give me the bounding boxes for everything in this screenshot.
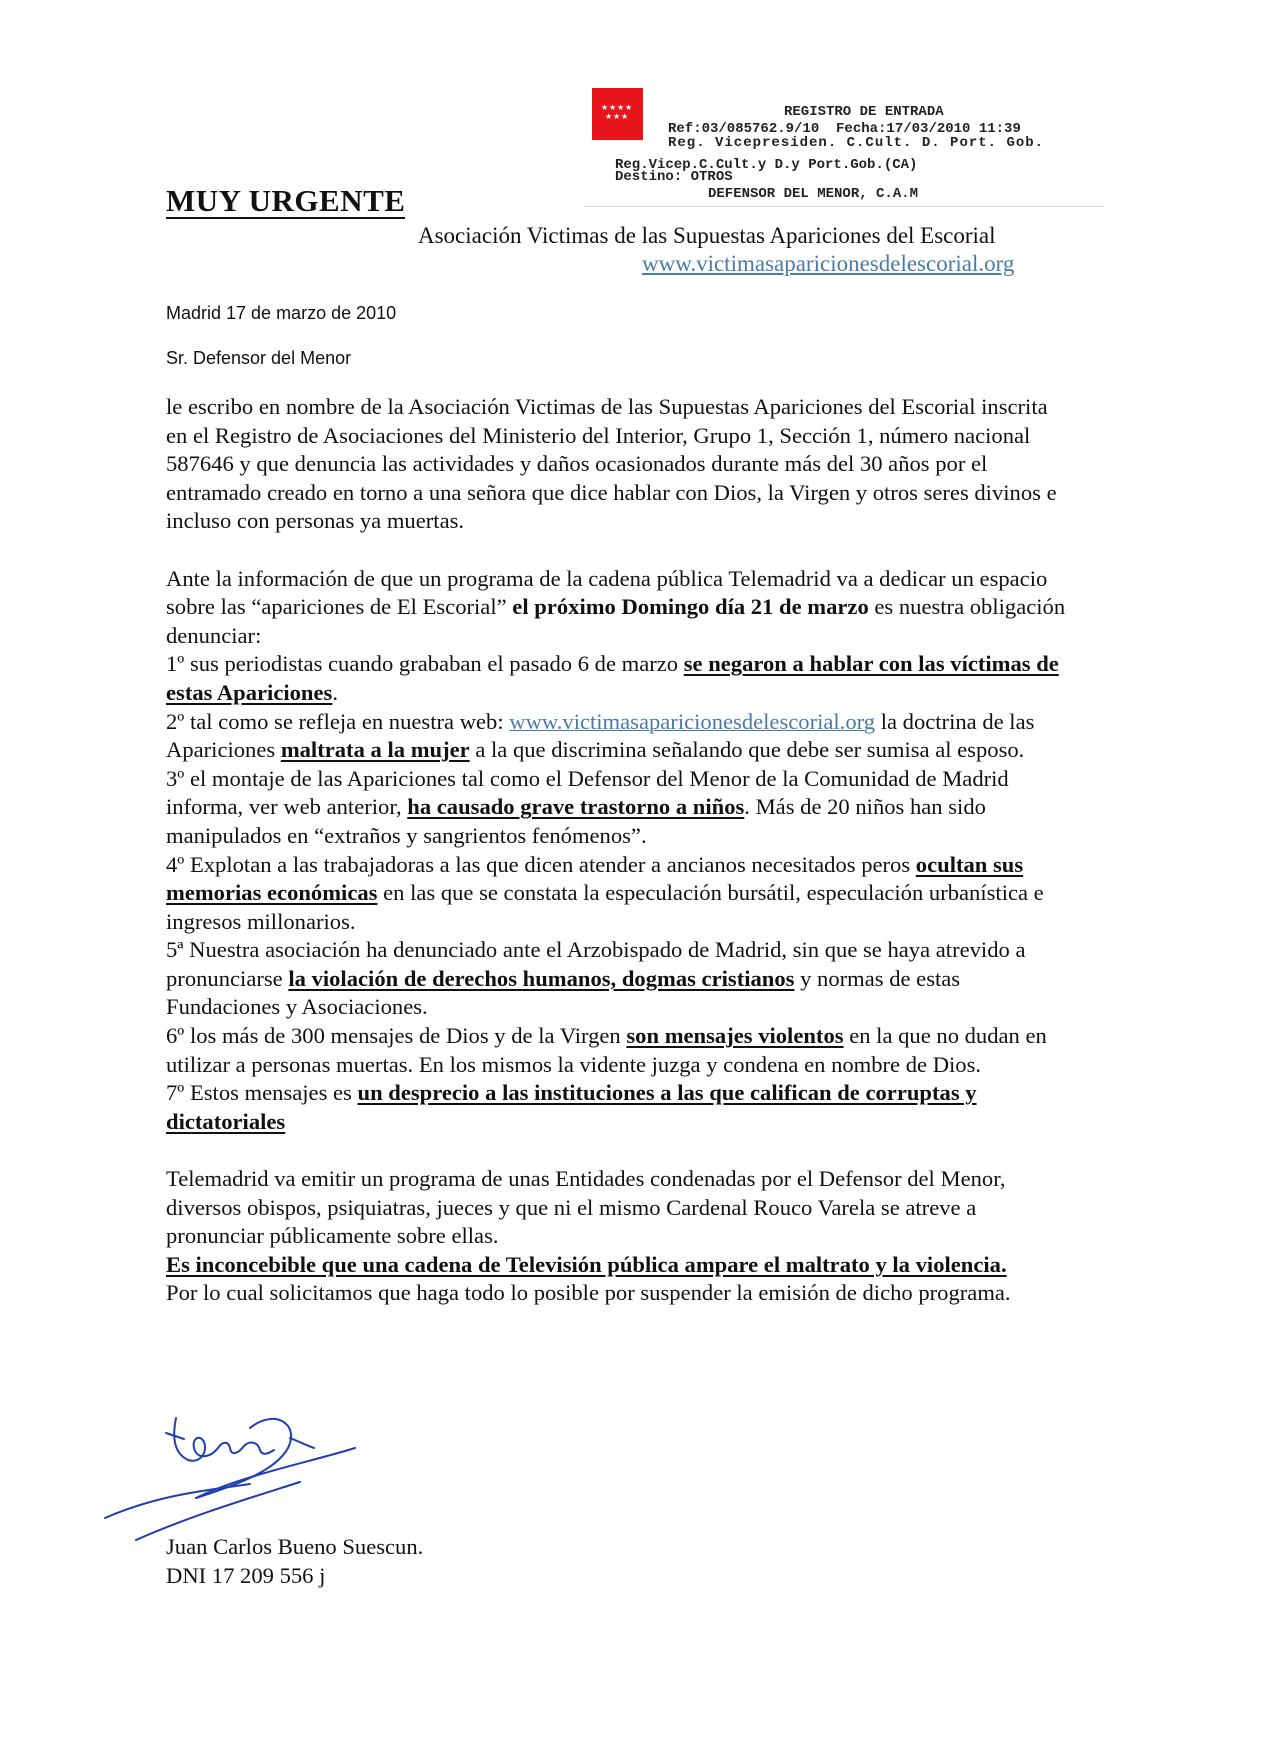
stamp-ref: Ref:03/085762.9/10 Fecha:17/03/2010 11:39 xyxy=(668,121,1021,137)
star-icon: ★ xyxy=(613,112,621,121)
complaint-item-7: 7º Estos mensajes es un desprecio a las instituciones a las que califican de corruptas y dictatoriales xyxy=(166,1080,977,1134)
telemadrid-paragraph: Telemadrid va emitir un programa de unas Entidades condenadas por el Defensor del Menor, diversos obispos, psiquiatras, jueces y que ni el mismo Cardenal Rouco Varela se atreve a pronunciar públicamente sobre ellas. xyxy=(166,1166,1006,1249)
association-name: Asociación Victimas de las Supuestas Apariciones del Escorial xyxy=(418,223,996,248)
letter-date: Madrid 17 de marzo de 2010 xyxy=(166,303,397,323)
star-icon: ★ xyxy=(625,103,633,112)
complaint-item-4: 4º Explotan a las trabajadoras a las que dicen atender a ancianos necesitados peros ocultan sus memorias económicas en las que se constata la especulación bursátil, especulación urbanística e ingresos millonarios. xyxy=(166,851,1044,934)
emphasis-paragraph: Es inconcebible que una cadena de Televisión pública ampare el maltrato y la violencia. xyxy=(166,1251,1007,1277)
urgent-heading: MUY URGENTE xyxy=(166,183,406,218)
complaint-item-6: 6º los más de 300 mensajes de Dios y de la Virgen son mensajes violentos en la que no dudan en utilizar a personas muertas. En los mismos la vidente juzga y condena en nombre de Dios. xyxy=(166,1023,1047,1077)
stamp-reg2: Reg.Vicep.C.Cult.y D.y Port.Gob.(CA) xyxy=(615,157,918,173)
stamp-reg1: Reg. Vicepresiden. C.Cult. D. Port. Gob. xyxy=(668,135,1045,151)
stamp-destinatario: DEFENSOR DEL MENOR, C.A.M xyxy=(708,186,919,202)
star-icon: ★ xyxy=(609,103,617,112)
complaint-item-3: 3º el montaje de las Apariciones tal como el Defensor del Menor de la Comunidad de Madrid informa, ver web anterior, ha causado grave trastorno a niños. Más de 20 niños han sido manipulados en “extraños y sangrientos fenómenos”. xyxy=(166,765,1009,848)
star-icon: ★ xyxy=(621,112,629,121)
request-paragraph: Por lo cual solicitamos que haga todo lo posible por suspender la emisión de dicho programa. xyxy=(166,1280,1011,1306)
stamp-destino: Destino: OTROS xyxy=(615,169,733,185)
community-of-madrid-logo xyxy=(592,88,643,140)
complaint-item-5: 5ª Nuestra asociación ha denunciado ante el Arzobispado de Madrid, sin que se haya atrevido a pronunciarse la violación de derechos humanos, dogmas cristianos y normas de estas Fundaciones y Asociaciones. xyxy=(166,937,1026,1020)
letter-salutation: Sr. Defensor del Menor xyxy=(166,348,352,368)
signer-dni: DNI 17 209 556 j xyxy=(166,1563,326,1588)
stamp-border xyxy=(584,206,1104,207)
letter-body xyxy=(166,393,1066,1308)
complaint-item-1: 1º sus periodistas cuando grababan el pasado 6 de marzo se negaron a hablar con las víctimas de estas Apariciones. xyxy=(166,651,1059,705)
website-link[interactable]: www.victimasaparicionesdelescorial.org xyxy=(509,708,876,734)
handwritten-signature xyxy=(100,1398,380,1548)
complaint-item-2: 2º tal como se refleja en nuestra web: www.victimasaparicionesdelescorial.org la doctrina de las Apariciones maltrata a la mujer a la que discrimina señalando que debe ser sumisa al esposo. xyxy=(166,708,1035,763)
star-icon: ★ xyxy=(605,112,613,121)
stamp-title: REGISTRO DE ENTRADA xyxy=(784,104,944,120)
intro-paragraph: le escribo en nombre de la Asociación Victimas de las Supuestas Apariciones del Escorial inscrita en el Registro de Asociaciones del Ministerio del Interior, Grupo 1, Sección 1, número nacional 587646 y que denuncia las actividades y daños ocasionados durante más del 30 años por el entramado creado en torno a una señora que dice hablar con Dios, la Virgen y otros seres divinos e incluso con personas ya muertas. xyxy=(166,394,1057,534)
association-website-link[interactable]: www.victimasaparicionesdelescorial.org xyxy=(642,251,1015,276)
broadcast-date: el próximo Domingo día 21 de marzo xyxy=(512,594,869,620)
star-icon: ★ xyxy=(617,103,625,112)
star-icon: ★ xyxy=(601,103,609,112)
signer-name: Juan Carlos Bueno Suescun. xyxy=(166,1534,424,1559)
context-paragraph: Ante la información de que un programa de la cadena pública Telemadrid va a dedicar un espacio sobre las “apariciones de El Escorial” el próximo Domingo día 21 de marzo es nuestra obligación denunciar: xyxy=(166,565,1066,648)
signatory-block xyxy=(166,1532,423,1590)
